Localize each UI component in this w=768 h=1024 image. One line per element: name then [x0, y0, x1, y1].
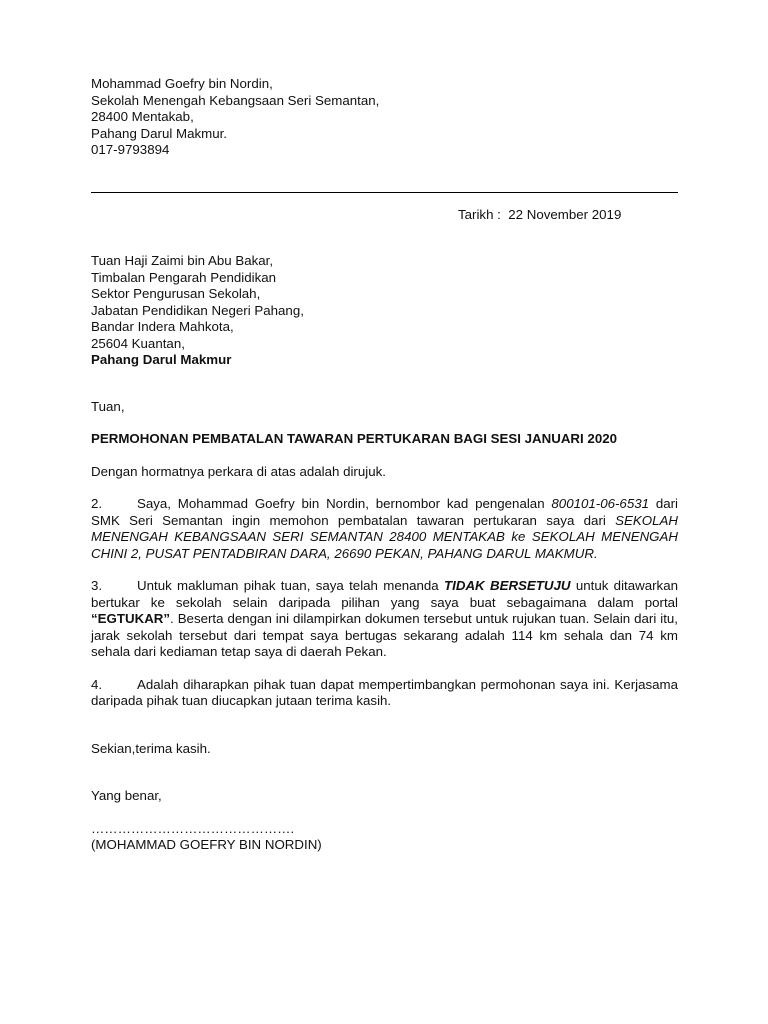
- paragraph-3-text-c: . Beserta dengan ini dilampirkan dokumen tersebut untuk rujukan tuan. Selain dari itu, jarak sekolah tersebut dari tempat saya bertugas sekarang adalah 114 km sehala dan 74 km sehala dari kediaman tetap saya di daerah Pekan.: [91, 611, 678, 659]
- paragraph-3-text-a: Untuk makluman pihak tuan, saya telah menanda: [137, 578, 445, 593]
- recipient-name: Tuan Haji Zaimi bin Abu Bakar,: [91, 253, 274, 268]
- paragraph-2-number: 2.: [91, 496, 103, 511]
- opening-line: Dengan hormatnya perkara di atas adalah dirujuk.: [91, 463, 386, 479]
- salutation: Tuan,: [91, 398, 125, 414]
- sender-phone: 017-9793894: [91, 142, 170, 157]
- ic-number: 800101-06-6531: [551, 496, 650, 511]
- date-value: 22 November 2019: [508, 206, 622, 222]
- sign-off: Yang benar,: [91, 788, 162, 803]
- signatory-name: (MOHAMMAD GOEFRY BIN NORDIN): [91, 837, 322, 852]
- letter-date: [91, 207, 678, 224]
- paragraph-3-number: 3.: [91, 578, 103, 593]
- paragraph-4-text: Adalah diharapkan pihak tuan dapat mempertimbangkan permohonan saya ini. Kerjasama daripada pihak tuan diucapkan jutaan terima kasih.: [91, 676, 678, 708]
- sender-name: Mohammad Goefry bin Nordin,: [91, 76, 273, 91]
- recipient-address: [91, 253, 678, 369]
- sender-address: [91, 76, 678, 159]
- paragraph-2: [91, 496, 678, 562]
- recipient-title: Timbalan Pengarah Pendidikan: [91, 269, 277, 285]
- sender-school: Sekolah Menengah Kebangsaan Seri Semantan,: [91, 92, 380, 108]
- paragraph-4: [91, 677, 678, 710]
- disagree-emphasis: TIDAK BERSETUJU: [444, 578, 571, 593]
- paragraph-3: [91, 578, 678, 661]
- sender-state: Pahang Darul Makmur.: [91, 125, 227, 141]
- paragraph-2-text-b: dari SMK Seri Semantan ingin memohon pembatalan tawaran pertukaran saya dari: [91, 496, 678, 528]
- sender-postcode-city: 28400 Mentakab,: [91, 109, 194, 124]
- closing-line: Sekian,terima kasih.: [91, 740, 211, 756]
- signature-line: ……………………………………….: [91, 820, 295, 836]
- recipient-sector: Sektor Pengurusan Sekolah,: [91, 286, 261, 301]
- recipient-area: Bandar Indera Mahkota,: [91, 319, 234, 334]
- letter-page: [91, 76, 678, 854]
- paragraph-4-number: 4.: [91, 676, 103, 692]
- date-label: Tarikh :: [458, 206, 501, 222]
- paragraph-2-text-a: Saya, Mohammad Goefry bin Nordin, bernombor kad pengenalan: [137, 496, 552, 511]
- recipient-postcode-city: 25604 Kuantan,: [91, 335, 185, 351]
- recipient-department: Jabatan Pendidikan Negeri Pahang,: [91, 302, 304, 318]
- paragraph-3-text-b: untuk ditawarkan bertukar ke sekolah selain daripada pilihan yang saya buat sebagaimana dalam portal: [91, 578, 678, 610]
- recipient-state: Pahang Darul Makmur: [91, 352, 232, 367]
- letter-subject: PERMOHONAN PEMBATALAN TAWARAN PERTUKARAN BAGI SESI JANUARI 2020: [91, 431, 618, 446]
- transfer-schools: SEKOLAH MENENGAH KEBANGSAAN SERI SEMANTAN 28400 MENTAKAB ke SEKOLAH MENENGAH CHINI 2, PUSAT PENTADBIRAN DARA, 26690 PEKAN, PAHANG DARUL MAKMUR.: [91, 512, 678, 561]
- portal-name: “EGTUKAR”: [91, 611, 171, 626]
